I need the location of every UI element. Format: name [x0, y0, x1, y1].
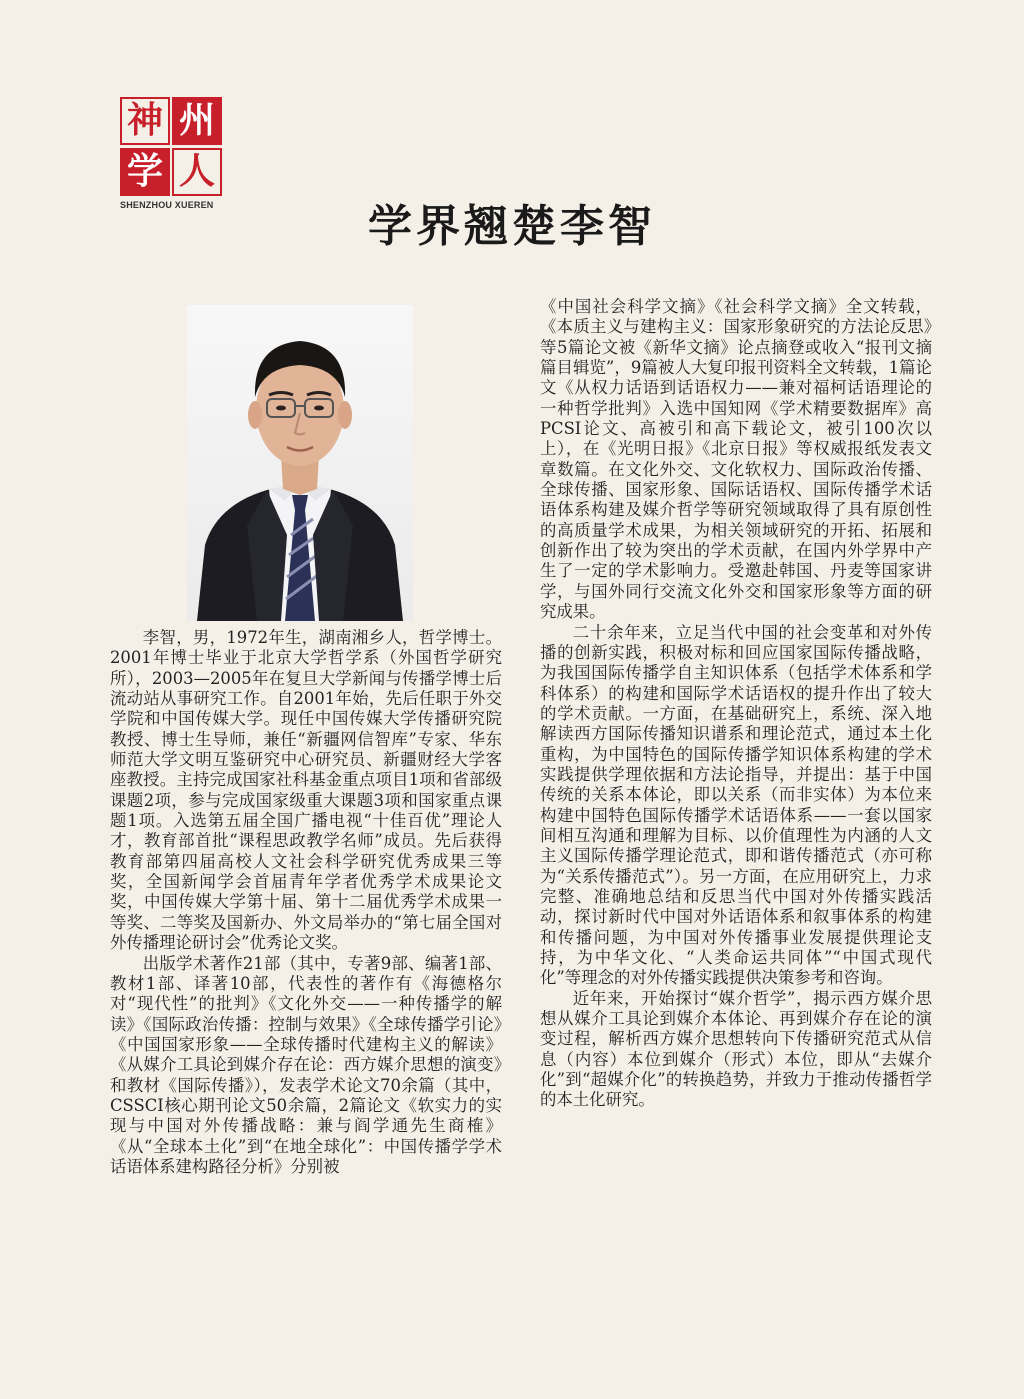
- left-text-column: [110, 628, 502, 1177]
- logo-char-zhou: 州: [172, 97, 222, 145]
- portrait-photo: [187, 305, 413, 621]
- bio-paragraph-2: 出版学术著作21部（其中，专著9部、编著1部、教材1部、译著10部，代表性的著作有《海德格尔对“现代性”的批判》《文化外交——一种传播学的解读》《国际政治传播：控制与效果》《全球传播学引论》《中国国家形象——全球传播时代建构主义的解读》《从媒介工具论到媒介存在论：西方媒介思想的演变》和教材《国际传播》），发表学术论文70余篇（其中，CSSCI核心期刊论文50余篇，2篇论文《软实力的实现与中国对外传播战略：兼与阎学通先生商榷》《从“全球本土化”到“在地全球化”：中国传播学学术话语体系建构路径分析》分别被: [110, 953, 502, 1176]
- bio-paragraph-1: 李智，男，1972年生，湖南湘乡人，哲学博士。2001年博士毕业于北京大学哲学系（外国哲学研究所），2003—2005年在复旦大学新闻与传播学博士后流动站从事研究工作。自2001年始，先后任职于外交学院和中国传媒大学。现任中国传媒大学传播研究院教授、博士生导师，兼任“新疆网信智库”专家、华东师范大学文明互鉴研究中心研究员、新疆财经大学客座教授。主持完成国家社科基金重点项目1项和省部级课题2项，参与完成国家级重大课题3项和国家重点课题1项。入选第五届全国广播电视“十佳百优”理论人才，教育部首批“课程思政教学名师”成员。先后获得教育部第四届高校人文社会科学研究优秀成果三等奖，全国新闻学会首届青年学者优秀学术成果论文奖，中国传媒大学第十届、第十二届优秀学术成果一等奖、二等奖及国新办、外文局举办的“第七届全国对外传播理论研讨会”优秀论文奖。: [110, 628, 502, 953]
- logo-char-ren: 人: [172, 148, 222, 196]
- bio-paragraph-4: 近年来，开始探讨“媒介哲学”，揭示西方媒介思想从媒介工具论到媒介本体论、再到媒介存在论的演变过程，解析西方媒介思想转向下传播研究范式从信息（内容）本位到媒介（形式）本位，即从“去媒介化”到“超媒介化”的转换趋势，并致力于推动传播哲学的本土化研究。: [540, 988, 932, 1110]
- bio-paragraph-2-continued: 《中国社会科学文摘》《社会科学文摘》全文转载，《本质主义与建构主义：国家形象研究的方法论反思》等5篇论文被《新华文摘》论点摘登或收入“报刊文摘篇目辑览”，9篇被人大复印报刊资料全文转载，1篇论文《从权力话语到话语权力——兼对福柯话语理论的一种哲学批判》入选中国知网《学术精要数据库》高PCSI论文、高被引和高下载论文，被引100次以上），在《光明日报》《北京日报》等权威报纸发表文章数篇。在文化外交、文化软权力、国际政治传播、全球传播、国家形象、国际话语权、国际传播学术话语体系构建及媒介哲学等研究领域取得了具有原创性的高质量学术成果，为相关领域研究的开拓、拓展和创新作出了较为突出的学术贡献，在国内外学界中产生了一定的学术影响力。受邀赴韩国、丹麦等国家讲学，与国外同行交流文化外交和国家形象等方面的研究成果。: [540, 297, 932, 622]
- portrait-illustration: [187, 305, 413, 621]
- bio-paragraph-3: 二十余年来，立足当代中国的社会变革和对外传播的创新实践，积极对标和回应国家国际传播战略，为我国国际传播学自主知识体系（包括学术体系和学科体系）的构建和国际学术话语权的提升作出了较大的学术贡献。一方面，在基础研究上，系统、深入地解读西方国际传播知识谱系和理论范式，通过本土化重构，为中国特色的国际传播学知识体系构建的学术实践提供学理依据和方法论指导，并提出：基于中国传统的关系本体论，即以关系（而非实体）为本位来构建中国特色国际传播学术话语体系——一套以国家间相互沟通和理解为目标、以价值理性为内涵的人文主义国际传播学理论范式，即和谐传播范式（亦可称为“关系传播范式”）。另一方面，在应用研究上，力求完整、准确地总结和反思当代中国对外传播实践活动，探讨新时代中国对外话语体系和叙事体系的构建和传播问题，为中国对外传播事业发展提供理论支持，为中华文化、“人类命运共同体”“中国式现代化”等理念的对外传播实践提供决策参考和咨询。: [540, 622, 932, 988]
- page-title: 学界翘楚李智: [368, 201, 656, 252]
- logo-char-shen: 神: [120, 97, 170, 145]
- logo-char-xue: 学: [120, 148, 170, 196]
- logo-subtitle: SHENZHOU XUEREN: [120, 200, 214, 210]
- logo-grid: [120, 97, 224, 197]
- right-text-column: [540, 297, 932, 1111]
